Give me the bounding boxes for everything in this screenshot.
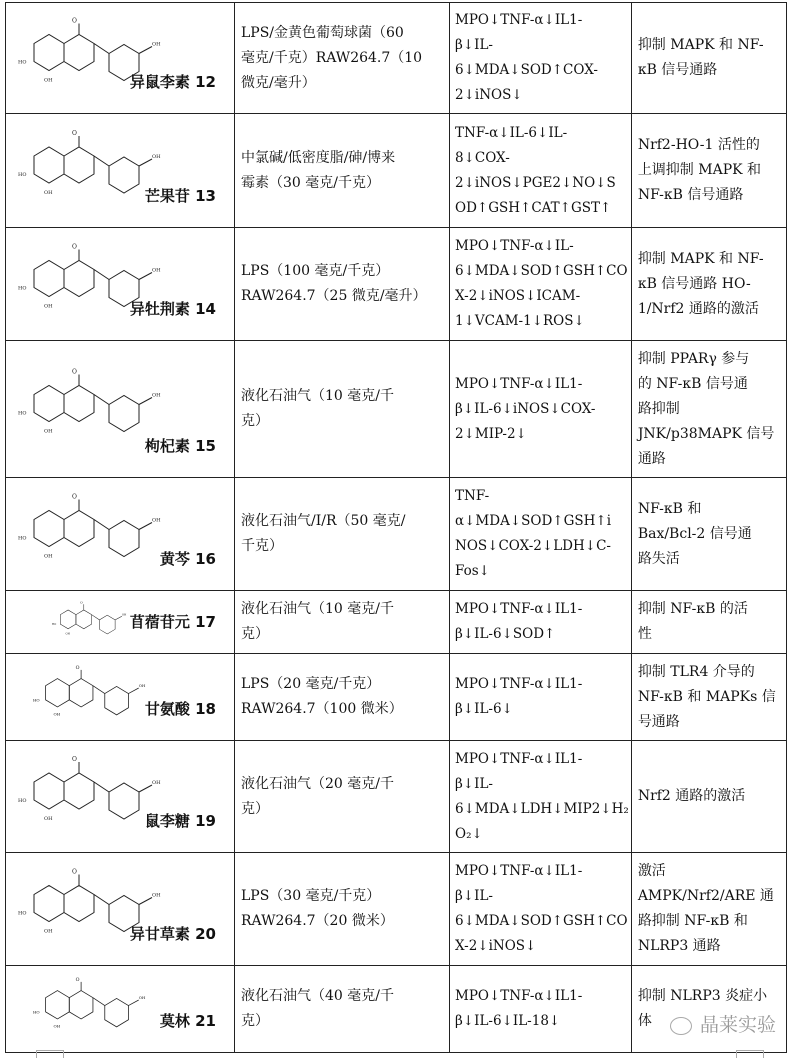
text-line: MPO↓TNF-α↓IL1- (455, 601, 583, 617)
text-line: 路失活 (637, 550, 680, 567)
text-line: 克） (241, 413, 269, 429)
text-line: 通路 (637, 450, 666, 467)
table-row (6, 478, 787, 591)
text-line: 性 (637, 626, 652, 642)
svg-text:OH: OH (44, 553, 53, 560)
mechanism-cell (631, 478, 786, 591)
text-line: 路抑制 NF-κB 和 (637, 913, 748, 929)
text-line: NOS↓COX-2↓LDH↓C- (455, 538, 611, 554)
table-row (6, 114, 787, 228)
compound-cell (6, 966, 235, 1053)
compound-cell (6, 478, 235, 591)
svg-text:OH: OH (152, 41, 161, 48)
text-line: 8↓COX- (455, 149, 510, 166)
text-line: 抑制 NLRP3 炎症小 (637, 988, 768, 1004)
compound-name: 芒果苷 13 (144, 187, 216, 205)
svg-text:OH: OH (152, 154, 161, 160)
text-line: 抑制 NF-κB 的活 (637, 601, 748, 617)
compound-cell (6, 3, 235, 114)
model-cell (235, 591, 450, 654)
svg-text:HO: HO (18, 172, 27, 178)
markers-cell (450, 478, 632, 591)
svg-text:OH: OH (152, 267, 161, 274)
text-line: 微克/毫升） (241, 74, 316, 91)
markers-cell (450, 114, 632, 228)
svg-text:OH: OH (44, 190, 53, 196)
compound-cell (6, 853, 235, 966)
table-row (6, 228, 787, 341)
text-line: β↓IL-6↓SOD↑ (455, 626, 556, 642)
model-cell (235, 3, 450, 114)
markers-cell (450, 591, 632, 654)
svg-text:OH: OH (152, 517, 161, 524)
mechanism-cell (631, 3, 786, 114)
svg-text:HO: HO (18, 798, 27, 804)
compound-name: 异牡荆素 14 (129, 300, 216, 318)
chemical-structure-icon (14, 974, 164, 1045)
text-line: 路抑制 (637, 400, 680, 417)
text-line: β↓IL- (455, 37, 493, 53)
mechanism-cell (631, 654, 786, 741)
text-line: 2↓MIP-2↓ (455, 425, 527, 442)
text-line: 克） (241, 626, 269, 642)
text-line: TNF-α↓IL-6↓IL- (455, 124, 568, 141)
svg-text:O: O (75, 666, 80, 672)
text-line: 液化石油气/I/R（50 毫克/ (241, 513, 406, 529)
text-line: 毫克/千克）RAW264.7（10 (241, 49, 423, 66)
model-cell (235, 341, 450, 478)
compound-name: 莫林 21 (159, 1012, 216, 1030)
text-line: LPS（30 毫克/千克） (241, 888, 381, 904)
text-line: κB 信号通路 (637, 62, 718, 78)
mechanism-cell (631, 966, 786, 1053)
text-line: 2↓iNOS↓PGE2↓NO↓S (455, 174, 616, 191)
svg-text:HO: HO (18, 285, 27, 292)
table-row (6, 654, 787, 741)
text-line: 抑制 TLR4 介导的 (637, 663, 755, 680)
text-line: Nrf2 通路的激活 (637, 788, 746, 804)
text-line: LPS（20 毫克/千克） (241, 676, 381, 692)
markers-cell (450, 966, 632, 1053)
markers-cell (450, 741, 632, 853)
text-line: 霉素（30 毫克/千克） (241, 174, 380, 191)
mechanism-cell (631, 341, 786, 478)
text-line: 激活 (637, 863, 666, 879)
compound-name: 异鼠李素 12 (129, 73, 216, 91)
text-line: 液化石油气（10 毫克/千 (241, 388, 394, 404)
text-line: LPS（100 毫克/千克） (241, 263, 390, 279)
model-cell (235, 654, 450, 741)
text-line: 液化石油气（10 毫克/千 (241, 601, 394, 617)
svg-text:OH: OH (53, 711, 61, 717)
text-line: MPO↓TNF-α↓IL1- (455, 12, 583, 28)
table-row (6, 741, 787, 853)
text-line: NF-κB 信号通路 (637, 187, 744, 203)
text-line: LPS/金黄色葡萄球菌（60 (241, 24, 404, 41)
svg-text:OH: OH (44, 428, 53, 435)
table-row (6, 966, 787, 1053)
svg-text:OH: OH (152, 392, 161, 399)
compound-name: 枸杞素 15 (144, 437, 216, 455)
text-line: κB 信号通路 HO- (637, 275, 751, 292)
chemical-structure-icon (14, 486, 164, 583)
text-line: AMPK/Nrf2/ARE 通 (637, 888, 774, 904)
text-line: 抑制 MAPK 和 NF- (637, 37, 764, 53)
model-cell (235, 741, 450, 853)
text-line: 千克） (241, 538, 283, 554)
markers-cell (450, 3, 632, 114)
text-line: MPO↓TNF-α↓IL1- (455, 750, 583, 767)
text-line: 液化石油气（20 毫克/千 (241, 775, 394, 792)
svg-text:O: O (72, 493, 77, 501)
compound-cell (6, 591, 235, 654)
svg-text:OH: OH (44, 816, 53, 822)
svg-text:OH: OH (138, 995, 146, 1001)
text-line: MPO↓TNF-α↓IL1- (455, 375, 583, 392)
svg-text:OH: OH (44, 928, 53, 935)
text-line: X-2↓iNOS↓ICAM- (455, 288, 581, 304)
chemical-structure-icon (14, 749, 164, 845)
text-line: TNF- (455, 488, 490, 504)
text-line: β↓IL- (455, 888, 493, 904)
svg-text:OH: OH (121, 613, 127, 617)
compound-cell (6, 228, 235, 341)
text-line: 号通路 (637, 713, 680, 730)
model-cell (235, 228, 450, 341)
text-line: RAW264.7（20 微米） (241, 913, 394, 929)
text-line: β↓IL- (455, 775, 493, 792)
table-row (6, 3, 787, 114)
svg-text:O: O (75, 978, 80, 984)
chemical-structure-icon (14, 122, 164, 220)
compound-cell (6, 114, 235, 228)
svg-text:OH: OH (138, 683, 146, 689)
text-line: MPO↓TNF-α↓IL- (455, 238, 574, 254)
svg-text:OH: OH (65, 632, 70, 636)
text-line: NLRP3 通路 (637, 938, 721, 954)
text-line: 抑制 PPARγ 参与 (637, 350, 750, 367)
svg-text:O: O (80, 600, 83, 605)
mechanism-cell (631, 228, 786, 341)
svg-text:HO: HO (18, 535, 27, 542)
text-line: Fos↓ (455, 563, 490, 579)
svg-text:O: O (72, 243, 77, 251)
compound-cell (6, 341, 235, 478)
model-cell (235, 966, 450, 1053)
text-line: Nrf2-HO-1 活性的 (637, 137, 760, 153)
text-line: RAW264.7（25 微克/毫升） (241, 288, 427, 304)
text-line: O₂↓ (455, 825, 483, 842)
svg-text:O: O (72, 17, 77, 25)
wechat-icon (670, 1017, 692, 1035)
svg-text:O: O (72, 130, 77, 137)
text-line: 1/Nrf2 通路的激活 (637, 300, 759, 317)
text-line: MPO↓TNF-α↓IL1- (455, 863, 583, 879)
svg-text:O: O (72, 368, 77, 376)
text-line: OD↑GSH↑CAT↑GST↑ (455, 199, 612, 216)
compound-name: 异甘草素 20 (129, 925, 216, 943)
text-line: NF-κB 和 MAPKs 信 (637, 688, 776, 705)
text-line: 液化石油气（40 毫克/千 (241, 988, 394, 1004)
svg-text:HO: HO (18, 59, 27, 66)
table-row (6, 853, 787, 966)
text-line: MPO↓TNF-α↓IL1- (455, 988, 583, 1004)
markers-cell (450, 228, 632, 341)
text-line: 抑制 MAPK 和 NF- (637, 250, 764, 267)
text-line: 克） (241, 800, 269, 817)
text-line: 上调抑制 MAPK 和 (637, 162, 762, 178)
text-line: 6↓MDA↓LDH↓MIP2↓H₂ (455, 800, 629, 817)
svg-text:OH: OH (44, 77, 53, 84)
text-line: β↓IL-6↓ (455, 701, 513, 717)
compound-name: 甘氨酸 18 (144, 700, 216, 718)
svg-text:O: O (72, 756, 77, 763)
mechanism-cell (631, 114, 786, 228)
compound-name: 黄芩 16 (159, 550, 216, 568)
markers-cell (450, 341, 632, 478)
text-line: 6↓MDA↓SOD↑COX- (455, 62, 598, 78)
text-line: 6↓MDA↓SOD↑GSH↑CO (455, 263, 628, 279)
text-line: RAW264.7（100 微米） (241, 701, 403, 717)
text-line: MPO↓TNF-α↓IL1- (455, 676, 583, 692)
text-line: 中氯碱/低密度脂/砷/博来 (241, 149, 396, 166)
mechanism-cell (631, 591, 786, 654)
text-line: 1↓VCAM-1↓ROS↓ (455, 313, 585, 329)
svg-text:HO: HO (32, 697, 40, 703)
svg-text:OH: OH (152, 892, 161, 899)
watermark: 晶莱实验 (670, 1010, 776, 1037)
text-line: X-2↓iNOS↓ (455, 938, 537, 954)
svg-text:OH: OH (44, 303, 53, 310)
chemical-structure-icon (14, 662, 164, 733)
compound-name: 苜蓿苷元 17 (129, 613, 216, 631)
chemical-structure-icon (14, 349, 164, 470)
markers-cell (450, 853, 632, 966)
text-line: 克） (241, 1013, 269, 1029)
compound-table (5, 2, 787, 1053)
text-line: α↓MDA↓SOD↑GSH↑i (455, 513, 612, 529)
compound-cell (6, 741, 235, 853)
svg-text:HO: HO (51, 623, 57, 627)
model-cell (235, 478, 450, 591)
mechanism-cell (631, 853, 786, 966)
markers-cell (450, 654, 632, 741)
model-cell (235, 853, 450, 966)
svg-text:HO: HO (32, 1009, 40, 1015)
svg-text:HO: HO (18, 910, 27, 917)
text-line: β↓IL-6↓iNOS↓COX- (455, 400, 596, 417)
svg-text:HO: HO (18, 410, 27, 417)
compound-cell (6, 654, 235, 741)
text-line: 体 (637, 1013, 652, 1029)
table-row (6, 341, 787, 478)
svg-text:OH: OH (152, 780, 161, 786)
model-cell (235, 114, 450, 228)
compound-name: 鼠李糖 19 (144, 812, 216, 830)
mechanism-cell (631, 741, 786, 853)
text-line: 的 NF-κB 信号通 (637, 375, 748, 392)
text-line: 2↓iNOS↓ (455, 87, 523, 103)
text-line: β↓IL-6↓IL-18↓ (455, 1013, 561, 1029)
text-line: JNK/p38MAPK 信号 (637, 425, 775, 442)
table-row (6, 591, 787, 654)
text-line: NF-κB 和 (637, 500, 702, 517)
svg-text:O: O (72, 868, 77, 876)
text-line: Bax/Bcl-2 信号通 (637, 525, 752, 542)
text-line: 6↓MDA↓SOD↑GSH↑CO (455, 913, 628, 929)
svg-text:OH: OH (53, 1023, 61, 1029)
